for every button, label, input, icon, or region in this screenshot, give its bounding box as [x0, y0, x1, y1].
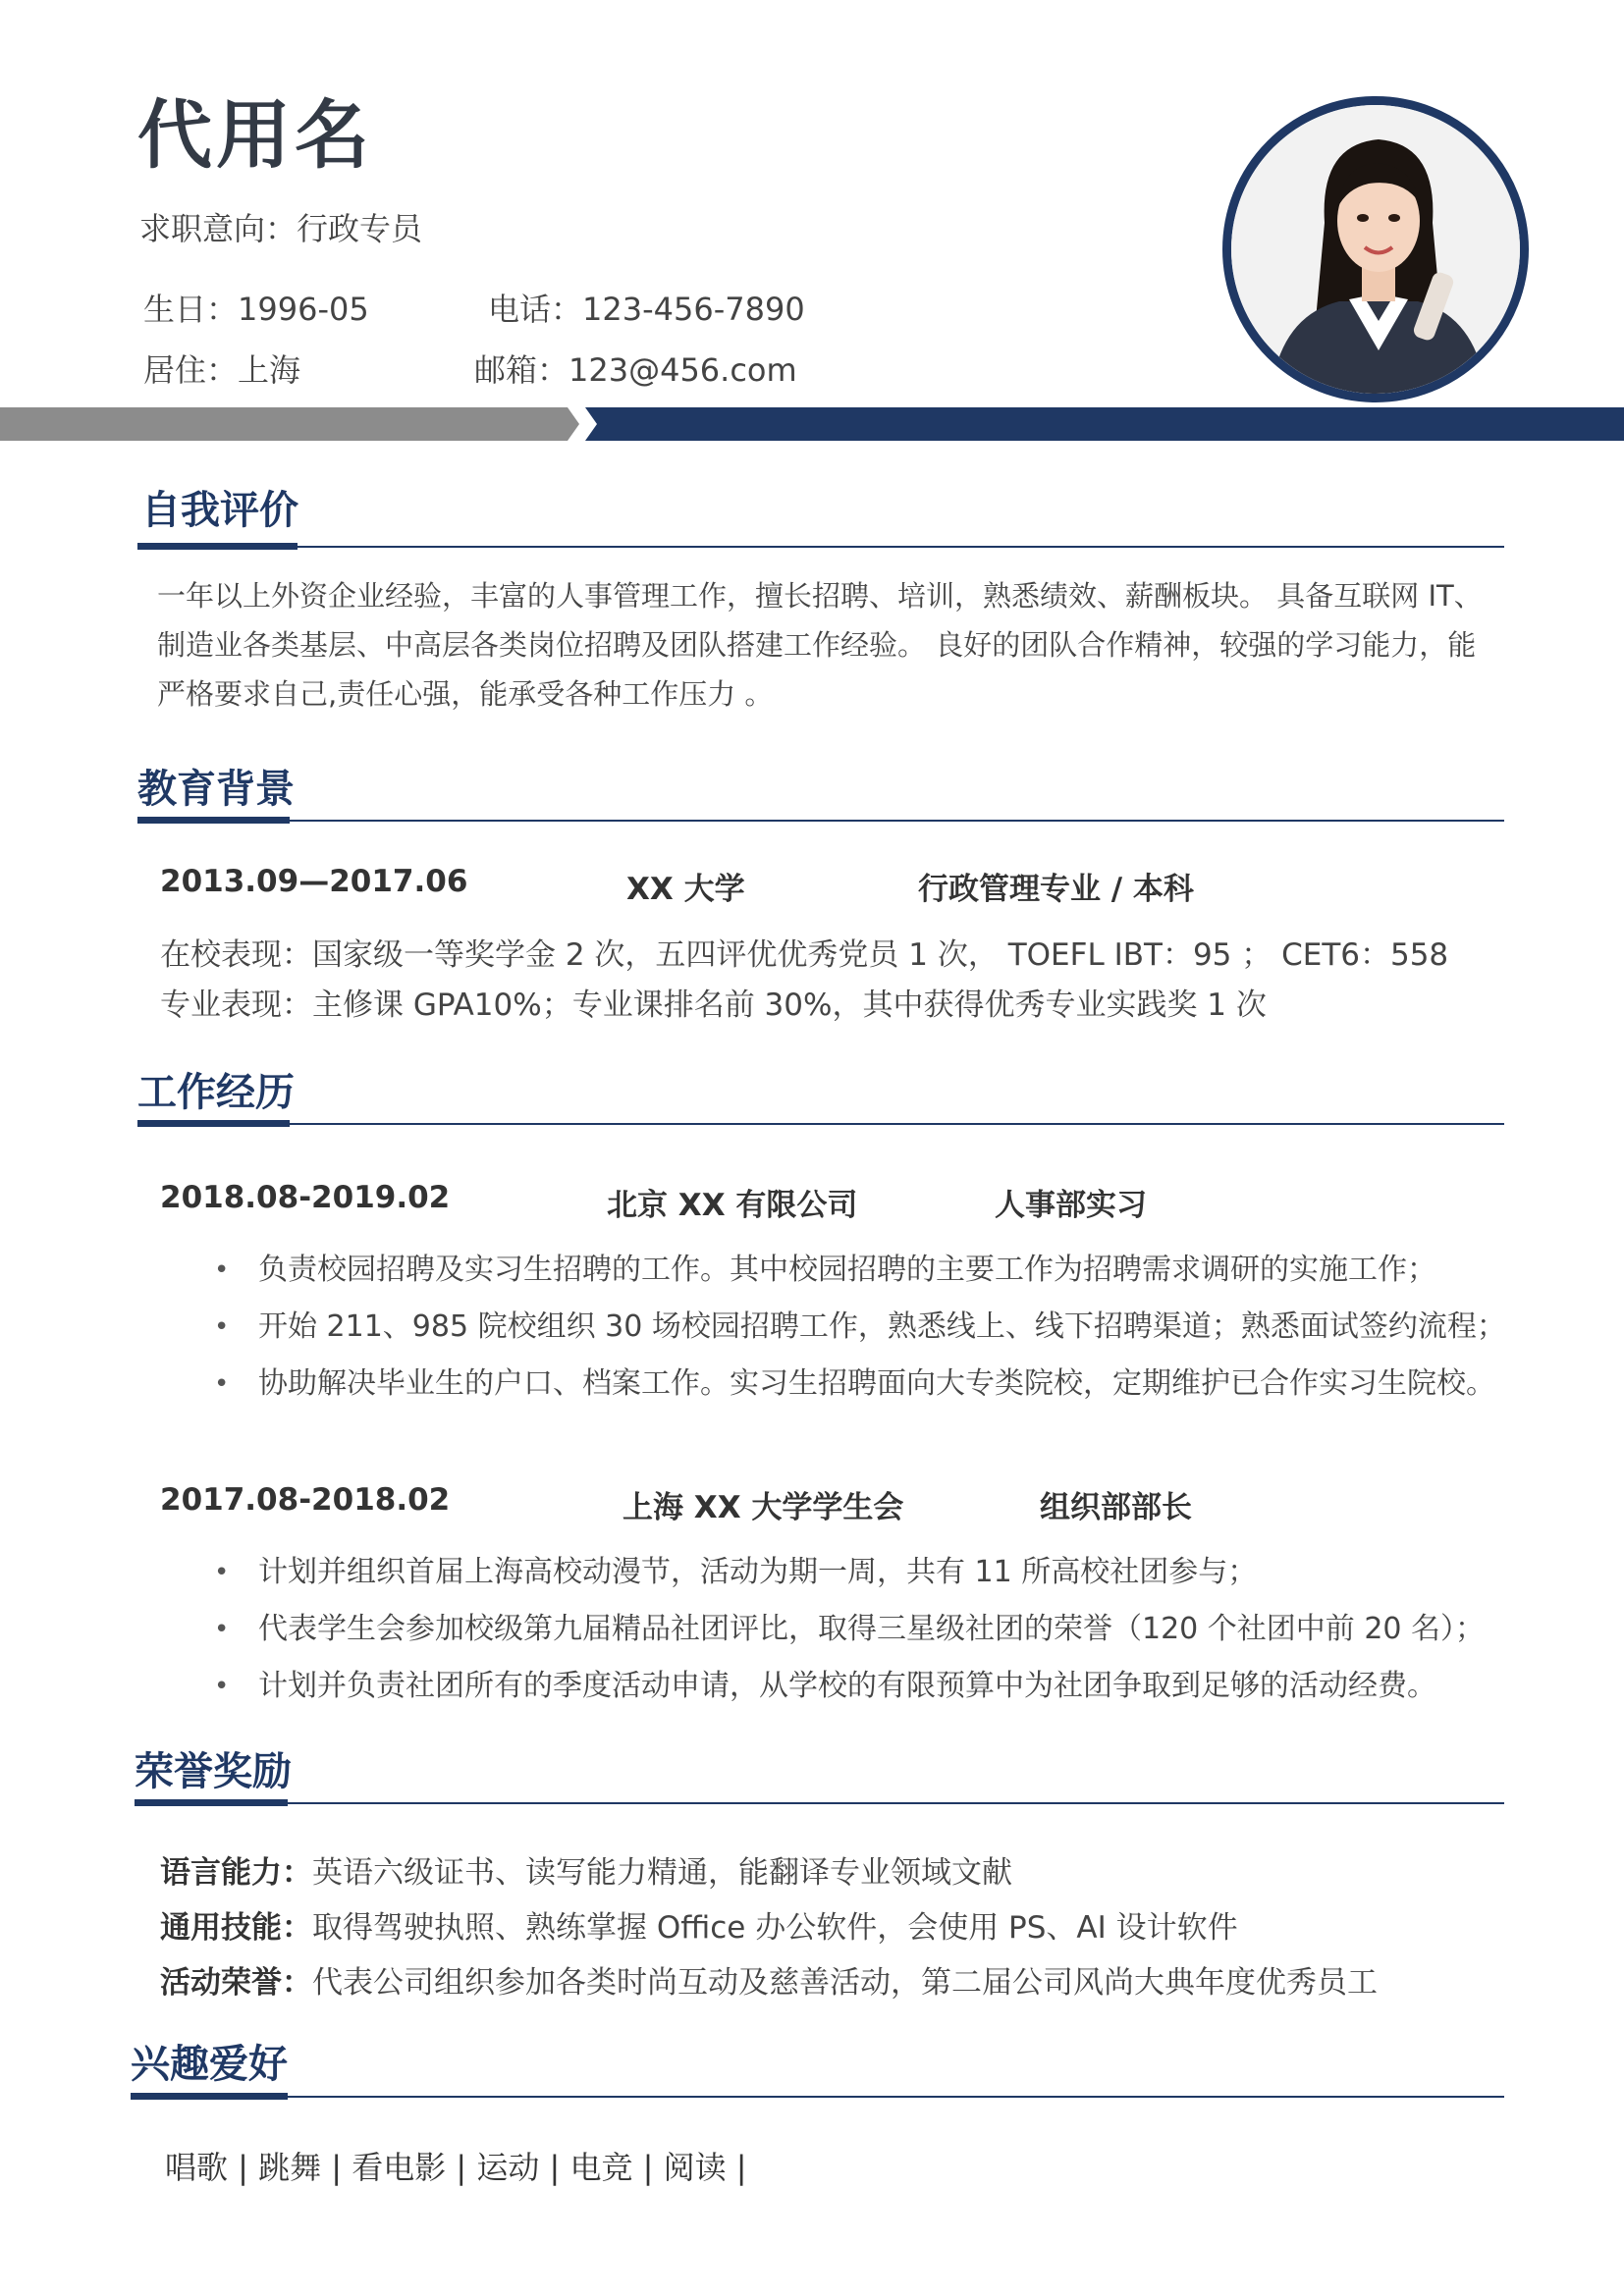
honor-item-skills [160, 1902, 1238, 1947]
education-school: XX 大学 [626, 872, 745, 907]
job-role: 组织部部长 [1040, 1490, 1192, 1525]
honor-text: 取得驾驶执照、熟练掌握 Office 办公软件，会使用 PS、AI 设计软件 [312, 1910, 1238, 1946]
job-company: 上海 XX 大学学生会 [623, 1490, 904, 1525]
education-major: 行政管理专业 / 本科 [918, 872, 1194, 907]
self-eval-line: 制造业各类基层、中高层各类岗位招聘及团队搭建工作经验。 良好的团队合作精神，较强的学习能力，能 [157, 628, 1477, 662]
job-company: 北京 XX 有限公司 [607, 1188, 858, 1223]
list-item: • 协助解决毕业生的户口、档案工作。实习生招聘面向大专类院校，定期维护已合作实习生院校。 [214, 1356, 1506, 1413]
objective-value: 行政专员 [297, 210, 423, 247]
section-line [137, 546, 1504, 548]
honor-label: 语言能力： [160, 1855, 312, 1891]
section-accent [137, 1120, 290, 1127]
list-item: • 代表学生会参加校级第九届精品社团评比，取得三星级社团的荣誉（120 个社团中前 20 名）； [214, 1601, 1485, 1658]
section-title-honors: 荣誉奖励 [135, 1749, 292, 1794]
section-line [137, 1123, 1504, 1125]
section-accent [137, 543, 298, 550]
header-divider [0, 407, 1624, 447]
list-item: • 计划并组织首届上海高校动漫节，活动为期一周，共有 11 所高校社团参与； [214, 1544, 1485, 1601]
objective-label: 求职意向： [139, 210, 298, 247]
honor-label: 活动荣誉： [160, 1965, 312, 2001]
profile-photo [1222, 96, 1529, 402]
job-period: 2018.08-2019.02 [160, 1180, 451, 1215]
hobbies-list: 唱歌 | 跳舞 | 看电影 | 运动 | 电竞 | 阅读 | [165, 2149, 747, 2186]
list-item: • 计划并负责社团所有的季度活动申请，从学校的有限预算中为社团争取到足够的活动经费。 [214, 1658, 1485, 1715]
section-accent [131, 2093, 288, 2100]
person-portrait-icon [1231, 105, 1520, 394]
education-campus-performance: 在校表现：国家级一等奖学金 2 次，五四评优优秀党员 1 次， TOEFL IBT：95 ； CET6：558 [160, 937, 1449, 973]
section-line [135, 1802, 1504, 1804]
section-accent [137, 817, 290, 824]
education-period: 2013.09—2017.06 [160, 864, 468, 899]
list-item: • 开始 211、985 院校组织 30 场校园招聘工作，熟悉线上、线下招聘渠道；熟悉面试签约流程； [214, 1299, 1506, 1356]
job-role: 人事部实习 [995, 1188, 1147, 1223]
honor-item-language [160, 1847, 1012, 1892]
job-duties-list [214, 1544, 1485, 1715]
job-duties-list [214, 1242, 1506, 1413]
section-line [137, 820, 1504, 822]
list-item: • 负责校园招聘及实习生招聘的工作。其中校园招聘的主要工作为招聘需求调研的实施工作； [214, 1242, 1506, 1299]
section-line [131, 2096, 1504, 2098]
job-period: 2017.08-2018.02 [160, 1482, 451, 1518]
birth-date: 生日：1996-05 [143, 291, 369, 328]
residence: 居住：上海 [143, 351, 301, 389]
self-eval-line: 一年以上外资企业经验，丰富的人事管理工作，擅长招聘、培训，熟悉绩效、薪酬板块。 具备互联网 IT、 [157, 579, 1483, 613]
section-title-work: 工作经历 [137, 1070, 295, 1115]
honor-item-activity [160, 1957, 1378, 2002]
section-title-self-eval: 自我评价 [141, 488, 298, 533]
self-eval-text [157, 571, 1512, 719]
section-title-hobbies: 兴趣爱好 [131, 2042, 288, 2087]
honor-label: 通用技能： [160, 1910, 312, 1946]
honor-text: 代表公司组织参加各类时尚互动及慈善活动，第二届公司风尚大典年度优秀员工 [312, 1965, 1378, 2001]
job-objective [139, 204, 422, 249]
education-academic-performance: 专业表现：主修课 GPA10%；专业课排名前 30%，其中获得优秀专业实践奖 1 次 [160, 988, 1267, 1023]
phone-number: 电话：123-456-7890 [488, 291, 805, 328]
email-address: 邮箱：123@456.com [474, 351, 797, 389]
section-title-education: 教育背景 [137, 767, 295, 812]
candidate-name: 代用名 [137, 91, 373, 179]
self-eval-line: 严格要求自己,责任心强，能承受各种工作压力 。 [157, 677, 774, 711]
honor-text: 英语六级证书、读写能力精通，能翻译专业领域文献 [312, 1855, 1012, 1891]
section-accent [135, 1799, 288, 1806]
